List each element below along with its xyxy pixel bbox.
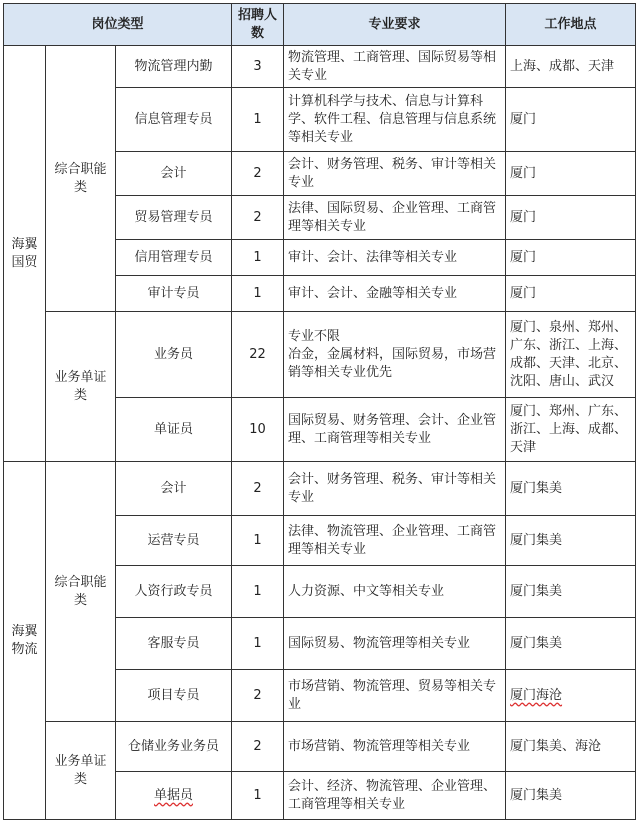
count-cell: 1	[232, 516, 284, 566]
company-cell: 海翼物流	[4, 462, 46, 820]
count-cell: 10	[232, 398, 284, 462]
position-cell: 仓储业务业务员	[116, 722, 232, 772]
count-cell: 1	[232, 618, 284, 670]
header-location: 工作地点	[506, 4, 636, 46]
location-cell: 厦门集美	[506, 618, 636, 670]
count-cell: 1	[232, 276, 284, 312]
major-cell: 法律、国际贸易、企业管理、工商管理等相关专业	[284, 196, 506, 240]
count-cell: 3	[232, 46, 284, 88]
category-cell: 业务单证类	[46, 312, 116, 462]
position-cell: 会计	[116, 152, 232, 196]
count-cell: 1	[232, 240, 284, 276]
location-cell: 上海、成都、天津	[506, 46, 636, 88]
position-cell: 客服专员	[116, 618, 232, 670]
location-cell: 厦门	[506, 196, 636, 240]
major-cell: 市场营销、物流管理等相关专业	[284, 722, 506, 772]
position-cell: 项目专员	[116, 670, 232, 722]
location-cell: 厦门、泉州、郑州、广东、浙江、上海、成都、天津、北京、沈阳、唐山、武汉	[506, 312, 636, 398]
location-cell: 厦门集美	[506, 566, 636, 618]
major-cell: 人力资源、中文等相关专业	[284, 566, 506, 618]
category-cell: 业务单证类	[46, 722, 116, 820]
table-row	[4, 722, 636, 772]
location-cell: 厦门集美、海沧	[506, 722, 636, 772]
position-cell: 会计	[116, 462, 232, 516]
count-cell: 2	[232, 196, 284, 240]
major-cell: 国际贸易、物流管理等相关专业	[284, 618, 506, 670]
location-cell: 厦门、郑州、广东、浙江、上海、成都、天津	[506, 398, 636, 462]
position-cell: 运营专员	[116, 516, 232, 566]
position-cell: 业务员	[116, 312, 232, 398]
category-cell: 综合职能类	[46, 462, 116, 722]
location-cell: 厦门	[506, 152, 636, 196]
location-cell: 厦门	[506, 276, 636, 312]
company-cell: 海翼国贸	[4, 46, 46, 462]
major-cell: 物流管理、工商管理、国际贸易等相关专业	[284, 46, 506, 88]
position-cell: 贸易管理专员	[116, 196, 232, 240]
location-cell: 厦门	[506, 88, 636, 152]
position-cell: 单据员	[116, 772, 232, 820]
major-cell: 会计、财务管理、税务、审计等相关专业	[284, 462, 506, 516]
major-cell: 计算机科学与技术、信息与计算科学、软件工程、信息管理与信息系统等相关专业	[284, 88, 506, 152]
position-cell: 信息管理专员	[116, 88, 232, 152]
major-extra-line: 冶金，金属材料，国际贸易，市场营销等相关专业优先	[288, 346, 497, 380]
location-cell: 厦门集美	[506, 462, 636, 516]
header-position-type: 岗位类型	[4, 4, 232, 46]
major-cell: 法律、物流管理、企业管理、工商管理等相关专业	[284, 516, 506, 566]
table-row	[4, 312, 636, 398]
header-headcount: 招聘人数	[232, 4, 284, 46]
major-cell: 审计、会计、法律等相关专业	[284, 240, 506, 276]
major-cell: 会计、财务管理、税务、审计等相关专业	[284, 152, 506, 196]
category-cell: 综合职能类	[46, 46, 116, 312]
major-cell: 会计、经济、物流管理、企业管理、工商管理等相关专业	[284, 772, 506, 820]
major-line: 专业不限	[288, 328, 341, 344]
count-cell: 1	[232, 88, 284, 152]
position-cell: 物流管理内勤	[116, 46, 232, 88]
position-cell: 单证员	[116, 398, 232, 462]
table-row	[4, 462, 636, 516]
count-cell: 1	[232, 772, 284, 820]
location-cell: 厦门集美	[506, 772, 636, 820]
major-cell: 国际贸易、财务管理、会计、企业管理、工商管理等相关专业	[284, 398, 506, 462]
recruitment-table	[3, 3, 636, 820]
location-cell: 厦门	[506, 240, 636, 276]
location-cell: 厦门海沧	[506, 670, 636, 722]
count-cell: 2	[232, 152, 284, 196]
count-cell: 1	[232, 566, 284, 618]
position-cell: 信用管理专员	[116, 240, 232, 276]
count-cell: 2	[232, 722, 284, 772]
major-cell: 市场营销、物流管理、贸易等相关专业	[284, 670, 506, 722]
major-cell: 审计、会计、金融等相关专业	[284, 276, 506, 312]
table-row	[4, 46, 636, 88]
count-cell: 22	[232, 312, 284, 398]
major-cell	[284, 312, 506, 398]
position-cell: 审计专员	[116, 276, 232, 312]
header-major: 专业要求	[284, 4, 506, 46]
count-cell: 2	[232, 670, 284, 722]
location-cell: 厦门集美	[506, 516, 636, 566]
position-cell: 人资行政专员	[116, 566, 232, 618]
count-cell: 2	[232, 462, 284, 516]
